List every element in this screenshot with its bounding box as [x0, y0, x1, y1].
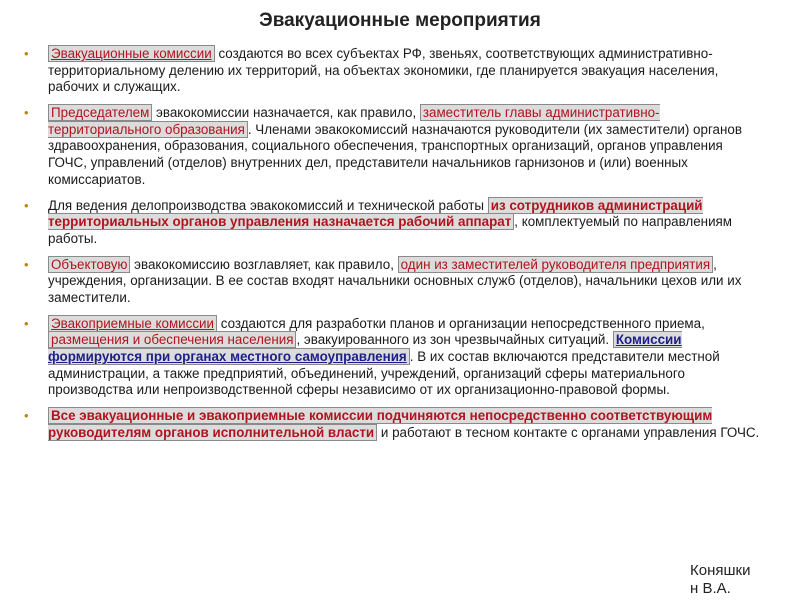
highlighted-term: из сотрудников администраций территориальных органов управления назначается рабочий аппарат: [48, 197, 703, 230]
highlighted-term: заместитель главы административно-территориального образования: [48, 105, 660, 137]
list-item: [20, 46, 765, 96]
item-text: и работают в тесном контакте с органами управления ГОЧС.: [377, 424, 760, 440]
highlighted-term: Объектовую: [48, 256, 130, 273]
author-line: н В.А.: [690, 580, 731, 597]
highlighted-term: размещения и обеспечения населения: [48, 331, 296, 348]
item-text: . Членами эвакокомиссий назначаются руководители (их заместители) органов здравоохранения, образования, социального обеспечения, транспортных организаций, органов управления ГОЧС, управлений (отделов) внутренних дел, представители начальников гарнизонов и (или) военных комиссариатов.: [48, 121, 742, 187]
bullet-icon: •: [24, 46, 29, 61]
list-item: [20, 408, 765, 441]
author-line: Коняшки: [690, 562, 751, 579]
bullet-icon: •: [24, 256, 29, 272]
list-item: [20, 316, 765, 399]
bullet-icon: •: [24, 315, 29, 331]
item-text: , учреждения, организации. В ее состав входят начальники основных служб (отделов), начальники цехов или их заместители.: [48, 256, 742, 305]
highlighted-term: Эвакуационные комиссии: [48, 45, 215, 62]
highlighted-term: Все эвакуационные и эвакоприемные комиссии подчиняются непосредственно соответствующим руководителям органов исполнительной власти: [48, 408, 713, 440]
list-item: [20, 105, 765, 188]
highlighted-term: Председателем: [48, 104, 152, 121]
item-text: , комплектуемый по направлениям работы.: [48, 214, 733, 246]
bullet-icon: •: [24, 197, 29, 213]
bullet-list: [20, 46, 765, 451]
item-text: создаются для разработки планов и организации непосредственного приема,: [217, 315, 705, 331]
page-title: Эвакуационные мероприятия: [259, 10, 541, 31]
item-text: Для ведения делопроизводства эвакокомиссий и технической работы: [48, 197, 488, 213]
item-text: эвакокомиссию возглавляет, как правило,: [130, 256, 398, 272]
item-text: . В их состав включаются представители местной администрации, а также предприятий, объединений, учреждений, организаций сферы материального производства или непроизводственной сферы независимо от их организационно-правовой формы.: [48, 349, 720, 398]
highlighted-term: один из заместителей руководителя предприятия: [398, 256, 713, 273]
highlighted-term: Комиссии формируются при органах местного самоуправления: [48, 332, 682, 365]
highlighted-term: Эвакоприемные комиссии: [48, 315, 217, 332]
list-item: [20, 198, 765, 248]
item-text: создаются во всех субъектах РФ, звеньях, соответствующих административно-территориальному делению их территорий, на объектах экономики, где планируется эвакуация населения, рабочих и служащих.: [48, 46, 719, 95]
bullet-icon: •: [24, 105, 29, 121]
item-text: эвакокомиссии назначается, как правило,: [152, 105, 420, 121]
item-text: , эвакуированного из зон чрезвычайных ситуаций.: [296, 332, 613, 348]
list-item: [20, 257, 765, 307]
bullet-icon: •: [24, 408, 29, 424]
author-signature: [690, 562, 770, 598]
